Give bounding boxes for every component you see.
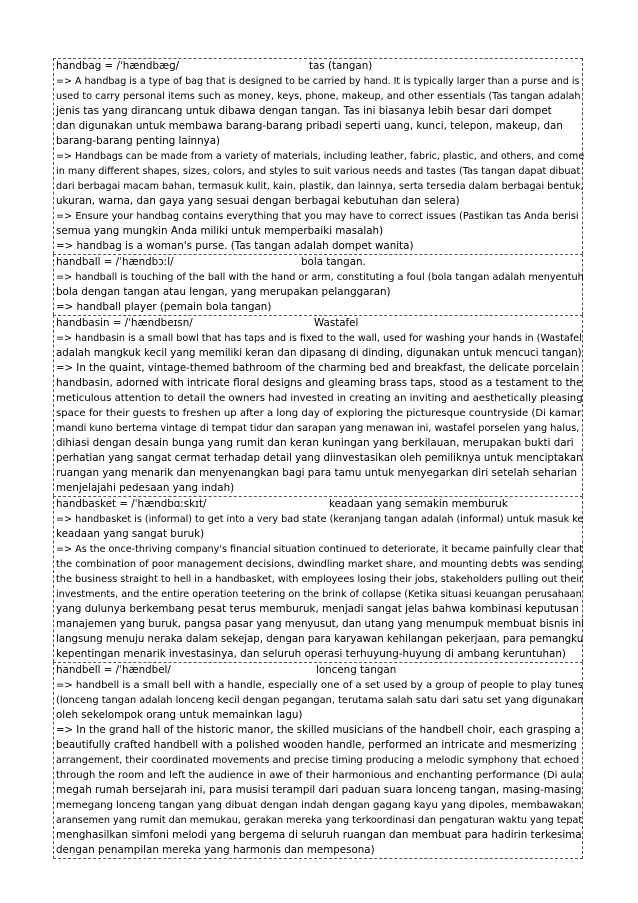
entry-term: handbasin = /ˈhændbeɪsn/ [56,317,193,329]
entry-heading [56,663,580,678]
entry-text-line: jenis tas yang dirancang untuk dibawa dengan tangan. Tas ini biasanya lebih besar dari dompet [56,105,552,117]
dictionary-entry [53,254,583,315]
entry-text-line: perhatian yang sangat cermat terhadap detail yang diinvestasikan oleh pemiliknya untuk menciptakan [56,453,583,464]
entry-text-line: semua yang mungkin Anda miliki untuk memperbaiki masalah) [56,225,384,237]
entry-text-line: => As the once-thriving company's financial situation continued to deteriorate, it became painfully clear that [56,544,584,555]
entry-meaning: lonceng tangan [316,664,397,676]
entry-text-line: => Handbags can be made from a variety of materials, including leather, fabric, plastic, and others, and come [56,151,585,162]
entry-text-line: => handbell is a small bell with a handle, especially one of a set used by a group of people to play tunes [56,680,583,691]
entry-text-line: in many different shapes, sizes, colors, and styles to suit various needs and tastes (Tas tangan dapat dibuat [56,166,581,177]
entry-text-line: aransemen yang rumit dan memukau, gerakan mereka yang terkoordinasi dan pengaturan waktu yang tepat [56,815,583,826]
entry-text-line: memegang lonceng tangan yang dibuat dengan indah dengan gagang kayu yang dipoles, membawakan [56,800,582,811]
entry-term: handball = /ˈhændbɔːl/ [56,256,174,268]
entry-text-line: arrangement, their coordinated movements and precise timing producing a melodic symphony that echoed [56,755,580,766]
entry-term: handbasket = /ˈhændbɑːskɪt/ [56,498,207,510]
dictionary-entry [53,315,583,496]
entry-text-line: used to carry personal items such as money, keys, phone, makeup, and other essentials (Tas tangan adalah [56,91,581,102]
entry-heading [56,59,580,74]
entry-text-line: => Ensure your handbag contains everything that you may have to correct issues (Pastikan tas Anda berisi [56,211,579,222]
entry-text-line: megah rumah bersejarah ini, para musisi terampil dari paduan suara lonceng tangan, masing-masing [56,784,582,796]
entry-meaning: Wastafel [314,317,359,329]
entry-text-line: adalah mangkuk kecil yang memiliki keran dan dipasang di dinding, digunakan untuk mencuci tangan) [56,348,582,359]
entry-text-line: => handbasin is a small bowl that has taps and is fixed to the wall, used for washing your hands in (Wastafel [56,333,582,344]
entry-text-line: => handbag is a woman's purse. (Tas tangan adalah dompet wanita) [56,240,414,252]
entry-text-line: menjelajahi pedesaan yang indah) [56,482,235,494]
entry-text-line: oleh sekelompok orang untuk memainkan lagu) [56,709,303,721]
entry-text-line: yang dulunya berkembang pesat terus memburuk, menjadi sangat jelas bahwa kombinasi keputusan [56,603,579,615]
entry-text-line: ukuran, warna, dan gaya yang sesuai dengan berbagai kebutuhan dan selera) [56,195,460,207]
entry-text-line: beautifully crafted handbell with a polished wooden handle, performed an intricate and mesmerizing [56,739,577,751]
document-page [53,58,583,859]
entry-text-line: => A handbag is a type of bag that is designed to be carried by hand. It is typically larger than a purse and is [56,76,580,87]
entry-text-line: investments, and the entire operation teetering on the brink of collapse (Ketika situasi keuangan perusahaan [56,589,582,600]
entry-meaning: keadaan yang semakin memburuk [329,498,508,510]
entry-text-line: langsung menuju neraka dalam sekejap, dengan para karyawan kehilangan pekerjaan, para pemangku [56,634,584,645]
entry-term: handbag = /ˈhændbæɡ/ [56,60,180,72]
dictionary-entry [53,496,583,662]
entry-text-line: => handball player (pemain bola tangan) [56,301,272,313]
entry-text-line: => In the grand hall of the historic manor, the skilled musicians of the handbell choir, each grasping a [56,725,581,736]
entry-text-line: keadaan yang sangat buruk) [56,528,205,540]
entry-text-line: barang-barang penting lainnya) [56,135,221,147]
entry-meaning: bola tangan. [301,256,366,268]
entry-text-line: menghasilkan simfoni melodi yang bergema di seluruh ruangan dan membuat para hadirin terkesima [56,829,582,841]
entry-text-line: bola dengan tangan atau lengan, yang merupakan pelanggaran) [56,286,391,298]
dictionary-entry [53,58,583,254]
entry-text-line: ruangan yang menarik dan menyenangkan bagi para tamu untuk menyegarkan diri setelah seharian [56,467,578,479]
entry-term: handbell = /ˈhændbel/ [56,664,171,676]
entry-heading [56,316,580,331]
entry-text-line: manajemen yang buruk, pangsa pasar yang menyusut, dan utang yang menumpuk membuat bisnis ini [56,619,584,630]
entry-text-line: handbasin, adorned with intricate floral designs and gleaming brass taps, stood as a testament to the [56,377,583,389]
entry-heading [56,255,580,270]
entry-text-line: => handball is touching of the ball with the hand or arm, constituting a foul (bola tangan adalah menyentuh [56,272,584,283]
entry-text-line: (lonceng tangan adalah lonceng kecil dengan pegangan, terutama salah satu dari satu set yang digunakan [56,695,584,706]
entry-text-line: dari berbagai macam bahan, termasuk kulit, kain, plastik, dan lainnya, serta tersedia dalam berbagai bentuk, [56,181,584,192]
entry-text-line: through the room and left the audience in awe of their harmonious and enchanting performance (Di aula [56,770,582,781]
entry-text-line: the business straight to hell in a handbasket, with employees losing their jobs, stakeholders pulling out their [56,574,584,585]
entry-text-line: kepentingan menarik investasinya, dan seluruh operasi terhuyung-huyung di ambang keruntuhan) [56,648,566,660]
entry-text-line: => handbasket is (informal) to get into a very bad state (keranjang tangan adalah (informal) untuk masuk ke [56,514,584,525]
entry-text-line: => In the quaint, vintage-themed bathroom of the charming bed and breakfast, the delicate porcelain [56,363,580,374]
entry-heading [56,497,580,512]
entry-text-line: mandi kuno bertema vintage di tempat tidur dan sarapan yang menawan ini, wastafel porselen yang halus, [56,423,580,434]
entry-text-line: space for their guests to freshen up after a long day of exploring the picturesque countryside (Di kamar [56,408,582,419]
entry-text-line: dengan penampilan mereka yang harmonis dan mempesona) [56,844,375,856]
entry-text-line: the combination of poor management decisions, dwindling market share, and mounting debts was sending [56,559,583,570]
entry-text-line: dihiasi dengan desain bunga yang rumit dan keran kuningan yang berkilauan, merupakan bukti dari [56,437,574,449]
entry-text-line: meticulous attention to detail the owners had invested in creating an inviting and aesthetically pleasing [56,393,583,404]
dictionary-entry [53,662,583,859]
entry-text-line: dan digunakan untuk membawa barang-barang pribadi seperti uang, kunci, telepon, makeup, dan [56,120,563,132]
entry-meaning: tas (tangan) [309,60,373,72]
